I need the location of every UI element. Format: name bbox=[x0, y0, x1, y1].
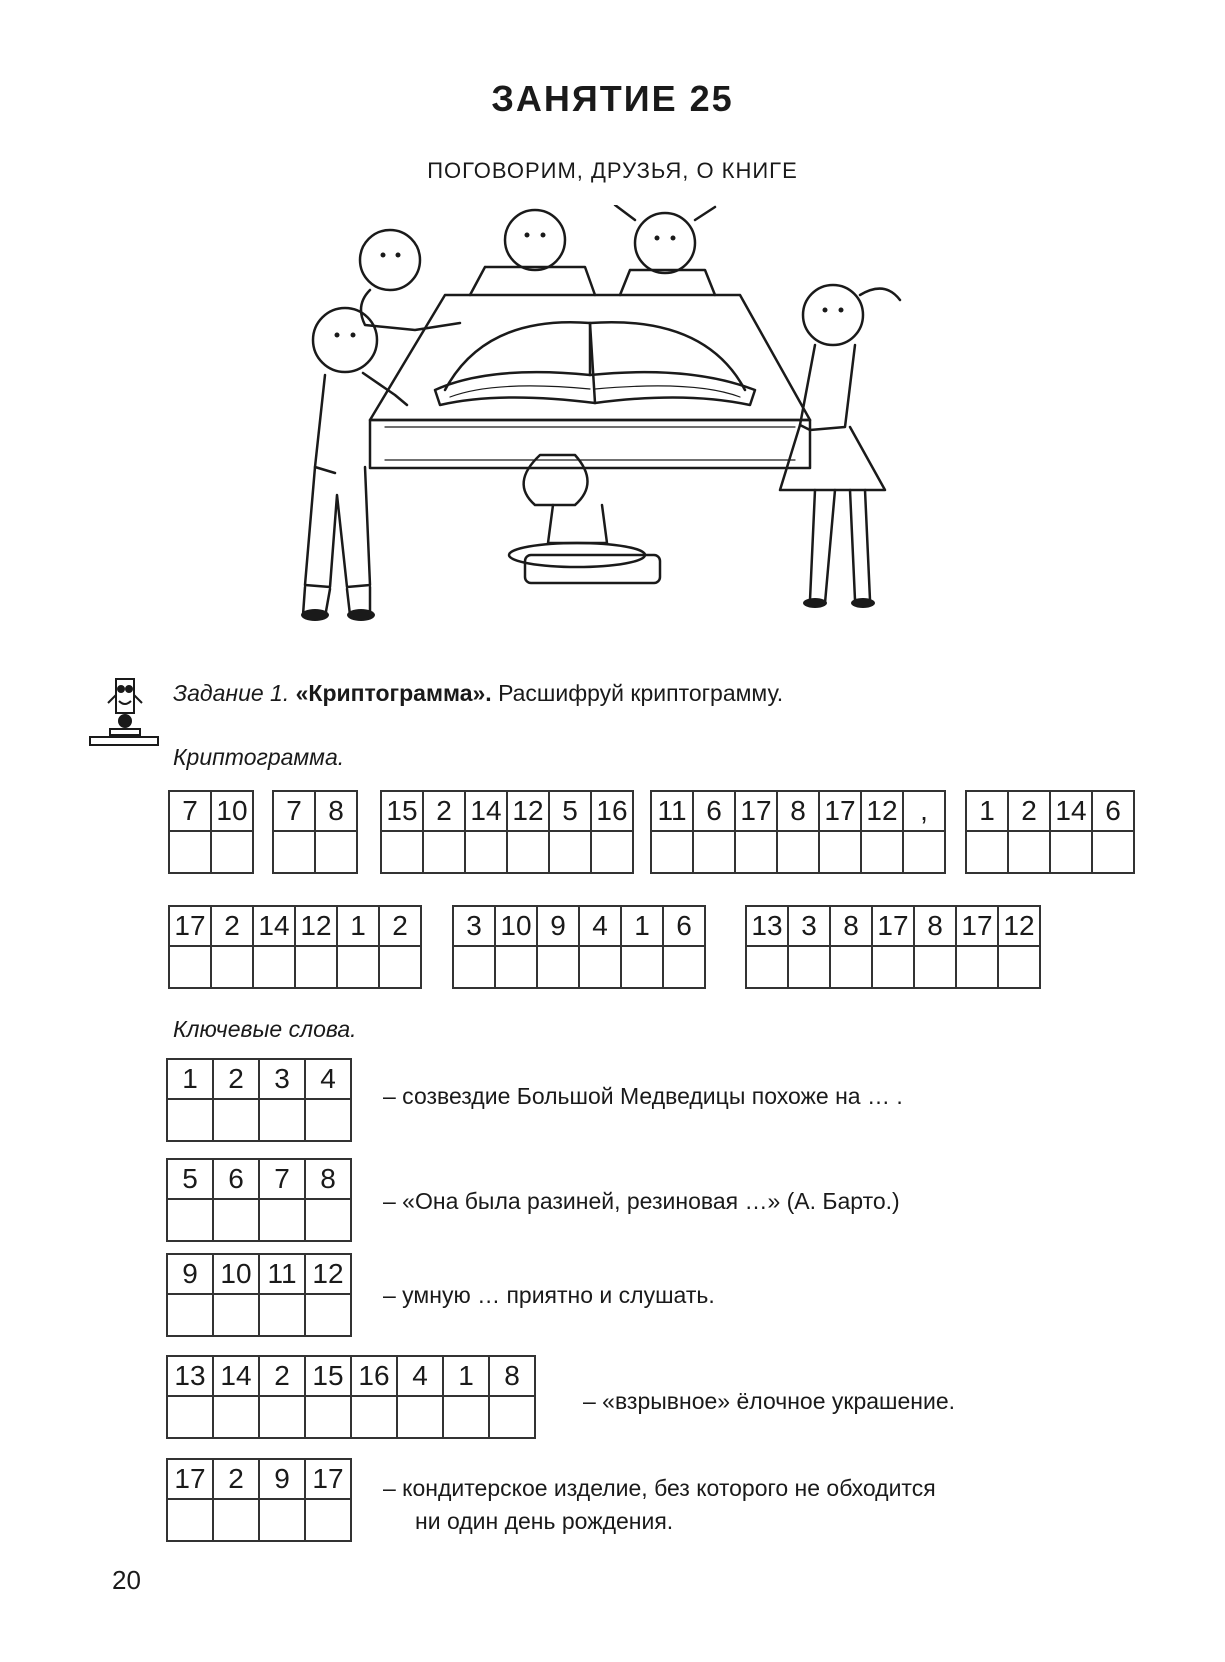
number-cell: 8 bbox=[777, 791, 819, 831]
answer-cell[interactable] bbox=[651, 831, 693, 873]
answer-cell[interactable] bbox=[465, 831, 507, 873]
cryptogram-word bbox=[965, 790, 1135, 874]
number-cell: 1 bbox=[966, 791, 1008, 831]
answer-cell[interactable] bbox=[213, 1294, 259, 1336]
answer-cell[interactable] bbox=[167, 1294, 213, 1336]
number-cell: 8 bbox=[830, 906, 872, 946]
number-cell: 8 bbox=[914, 906, 956, 946]
cryptogram-word bbox=[650, 790, 946, 874]
answer-cell[interactable] bbox=[259, 1294, 305, 1336]
answer-cell[interactable] bbox=[788, 946, 830, 988]
number-cell: 10 bbox=[211, 791, 253, 831]
number-cell: 16 bbox=[591, 791, 633, 831]
answer-cell[interactable] bbox=[213, 1499, 259, 1541]
number-cell: 13 bbox=[167, 1356, 213, 1396]
answer-cell[interactable] bbox=[489, 1396, 535, 1438]
keyword-grid bbox=[166, 1355, 536, 1439]
answer-cell[interactable] bbox=[663, 946, 705, 988]
cryptogram-word bbox=[380, 790, 634, 874]
answer-cell[interactable] bbox=[337, 946, 379, 988]
number-cell: 12 bbox=[295, 906, 337, 946]
number-cell: 2 bbox=[1008, 791, 1050, 831]
number-cell: 17 bbox=[872, 906, 914, 946]
answer-cell[interactable] bbox=[305, 1294, 351, 1336]
answer-cell[interactable] bbox=[914, 946, 956, 988]
number-cell: 12 bbox=[861, 791, 903, 831]
answer-cell[interactable] bbox=[579, 946, 621, 988]
answer-cell[interactable] bbox=[903, 831, 945, 873]
keyword-clue: – умную … приятно и слушать. bbox=[383, 1282, 715, 1308]
answer-cell[interactable] bbox=[213, 1396, 259, 1438]
number-cell: 11 bbox=[651, 791, 693, 831]
answer-cell[interactable] bbox=[443, 1396, 489, 1438]
number-cell: 13 bbox=[746, 906, 788, 946]
number-cell: 7 bbox=[169, 791, 211, 831]
task-label: Задание 1. bbox=[173, 680, 290, 706]
number-cell: , bbox=[903, 791, 945, 831]
keyword-clue: – «Она была разиней, резиновая …» (А. Барто.) bbox=[383, 1188, 900, 1214]
answer-cell[interactable] bbox=[211, 831, 253, 873]
number-cell: 2 bbox=[211, 906, 253, 946]
keyword-clue: – «взрывное» ёлочное украшение. bbox=[583, 1388, 956, 1414]
answer-cell[interactable] bbox=[213, 1099, 259, 1141]
number-cell: 5 bbox=[549, 791, 591, 831]
task-name: «Криптограмма». bbox=[295, 680, 492, 706]
number-cell: 2 bbox=[213, 1059, 259, 1099]
number-cell: 1 bbox=[337, 906, 379, 946]
number-cell: 5 bbox=[167, 1159, 213, 1199]
answer-cell[interactable] bbox=[507, 831, 549, 873]
number-cell: 1 bbox=[443, 1356, 489, 1396]
number-cell: 1 bbox=[167, 1059, 213, 1099]
answer-cell[interactable] bbox=[1092, 831, 1134, 873]
keyword-grid bbox=[166, 1253, 352, 1337]
number-cell: 7 bbox=[273, 791, 315, 831]
answer-cell[interactable] bbox=[693, 831, 735, 873]
number-cell: 2 bbox=[213, 1459, 259, 1499]
number-cell: 4 bbox=[305, 1059, 351, 1099]
lesson-title: ЗАНЯТИЕ 25 bbox=[491, 78, 734, 119]
number-cell: 17 bbox=[305, 1459, 351, 1499]
number-cell: 11 bbox=[259, 1254, 305, 1294]
number-cell: 14 bbox=[1050, 791, 1092, 831]
task-heading bbox=[173, 680, 783, 707]
number-cell: 3 bbox=[788, 906, 830, 946]
number-cell: 9 bbox=[537, 906, 579, 946]
number-cell: 6 bbox=[213, 1159, 259, 1199]
number-cell: 17 bbox=[169, 906, 211, 946]
answer-cell[interactable] bbox=[746, 946, 788, 988]
answer-cell[interactable] bbox=[295, 946, 337, 988]
number-cell: 2 bbox=[423, 791, 465, 831]
answer-cell[interactable] bbox=[167, 1099, 213, 1141]
number-cell: 3 bbox=[259, 1059, 305, 1099]
keyword-grid bbox=[166, 1058, 352, 1142]
number-cell: 2 bbox=[379, 906, 421, 946]
answer-cell[interactable] bbox=[735, 831, 777, 873]
number-cell: 6 bbox=[693, 791, 735, 831]
keyword-grid bbox=[166, 1458, 352, 1542]
mascot-icon bbox=[88, 677, 163, 747]
answer-cell[interactable] bbox=[998, 946, 1040, 988]
keyword-clue-continuation: ни один день рождения. bbox=[415, 1508, 674, 1534]
number-cell: 2 bbox=[259, 1356, 305, 1396]
answer-cell[interactable] bbox=[213, 1199, 259, 1241]
keywords-label: Ключевые слова. bbox=[173, 1016, 357, 1042]
number-cell: 4 bbox=[579, 906, 621, 946]
answer-cell[interactable] bbox=[495, 946, 537, 988]
number-cell: 14 bbox=[213, 1356, 259, 1396]
answer-cell[interactable] bbox=[259, 1499, 305, 1541]
number-cell: 16 bbox=[351, 1356, 397, 1396]
lesson-subtitle: ПОГОВОРИМ, ДРУЗЬЯ, О КНИГЕ bbox=[427, 158, 798, 183]
answer-cell[interactable] bbox=[305, 1396, 351, 1438]
answer-cell[interactable] bbox=[966, 831, 1008, 873]
answer-cell[interactable] bbox=[861, 831, 903, 873]
page-number: 20 bbox=[112, 1565, 141, 1595]
number-cell: 3 bbox=[453, 906, 495, 946]
answer-cell[interactable] bbox=[621, 946, 663, 988]
answer-cell[interactable] bbox=[591, 831, 633, 873]
number-cell: 4 bbox=[397, 1356, 443, 1396]
answer-cell[interactable] bbox=[381, 831, 423, 873]
answer-cell[interactable] bbox=[819, 831, 861, 873]
answer-cell[interactable] bbox=[167, 1499, 213, 1541]
answer-cell[interactable] bbox=[305, 1499, 351, 1541]
keyword-grid bbox=[166, 1158, 352, 1242]
cryptogram-word bbox=[168, 905, 422, 989]
number-cell: 12 bbox=[507, 791, 549, 831]
number-cell: 15 bbox=[305, 1356, 351, 1396]
answer-cell[interactable] bbox=[537, 946, 579, 988]
cryptogram-label: Криптограмма. bbox=[173, 744, 345, 770]
answer-cell[interactable] bbox=[351, 1396, 397, 1438]
number-cell: 10 bbox=[495, 906, 537, 946]
number-cell: 8 bbox=[489, 1356, 535, 1396]
number-cell: 7 bbox=[259, 1159, 305, 1199]
keyword-clue: – кондитерское изделие, без которого не обходится bbox=[383, 1475, 936, 1501]
task-instruction: Расшифруй криптограмму. bbox=[498, 680, 784, 706]
number-cell: 17 bbox=[956, 906, 998, 946]
answer-cell[interactable] bbox=[956, 946, 998, 988]
answer-cell[interactable] bbox=[259, 1099, 305, 1141]
answer-cell[interactable] bbox=[305, 1099, 351, 1141]
answer-cell[interactable] bbox=[1008, 831, 1050, 873]
number-cell: 12 bbox=[998, 906, 1040, 946]
number-cell: 12 bbox=[305, 1254, 351, 1294]
answer-cell[interactable] bbox=[830, 946, 872, 988]
cryptogram-word bbox=[452, 905, 706, 989]
answer-cell[interactable] bbox=[379, 946, 421, 988]
number-cell: 6 bbox=[1092, 791, 1134, 831]
number-cell: 9 bbox=[259, 1459, 305, 1499]
number-cell: 14 bbox=[465, 791, 507, 831]
answer-cell[interactable] bbox=[167, 1396, 213, 1438]
answer-cell[interactable] bbox=[453, 946, 495, 988]
cryptogram-word bbox=[272, 790, 358, 874]
keyword-clue: – созвездие Большой Медведицы похоже на … . bbox=[383, 1083, 903, 1109]
answer-cell[interactable] bbox=[167, 1199, 213, 1241]
number-cell: 17 bbox=[819, 791, 861, 831]
answer-cell[interactable] bbox=[423, 831, 465, 873]
answer-cell[interactable] bbox=[1050, 831, 1092, 873]
answer-cell[interactable] bbox=[259, 1396, 305, 1438]
answer-cell[interactable] bbox=[253, 946, 295, 988]
answer-cell[interactable] bbox=[315, 831, 357, 873]
number-cell: 9 bbox=[167, 1254, 213, 1294]
number-cell: 6 bbox=[663, 906, 705, 946]
number-cell: 17 bbox=[735, 791, 777, 831]
answer-cell[interactable] bbox=[169, 946, 211, 988]
answer-cell[interactable] bbox=[305, 1199, 351, 1241]
answer-cell[interactable] bbox=[872, 946, 914, 988]
answer-cell[interactable] bbox=[777, 831, 819, 873]
cryptogram-word bbox=[745, 905, 1041, 989]
answer-cell[interactable] bbox=[273, 831, 315, 873]
number-cell: 10 bbox=[213, 1254, 259, 1294]
answer-cell[interactable] bbox=[259, 1199, 305, 1241]
answer-cell[interactable] bbox=[549, 831, 591, 873]
number-cell: 17 bbox=[167, 1459, 213, 1499]
number-cell: 14 bbox=[253, 906, 295, 946]
children-reading-illustration bbox=[285, 205, 925, 660]
cryptogram-word bbox=[168, 790, 254, 874]
answer-cell[interactable] bbox=[397, 1396, 443, 1438]
number-cell: 15 bbox=[381, 791, 423, 831]
answer-cell[interactable] bbox=[211, 946, 253, 988]
number-cell: 8 bbox=[305, 1159, 351, 1199]
number-cell: 8 bbox=[315, 791, 357, 831]
number-cell: 1 bbox=[621, 906, 663, 946]
answer-cell[interactable] bbox=[169, 831, 211, 873]
